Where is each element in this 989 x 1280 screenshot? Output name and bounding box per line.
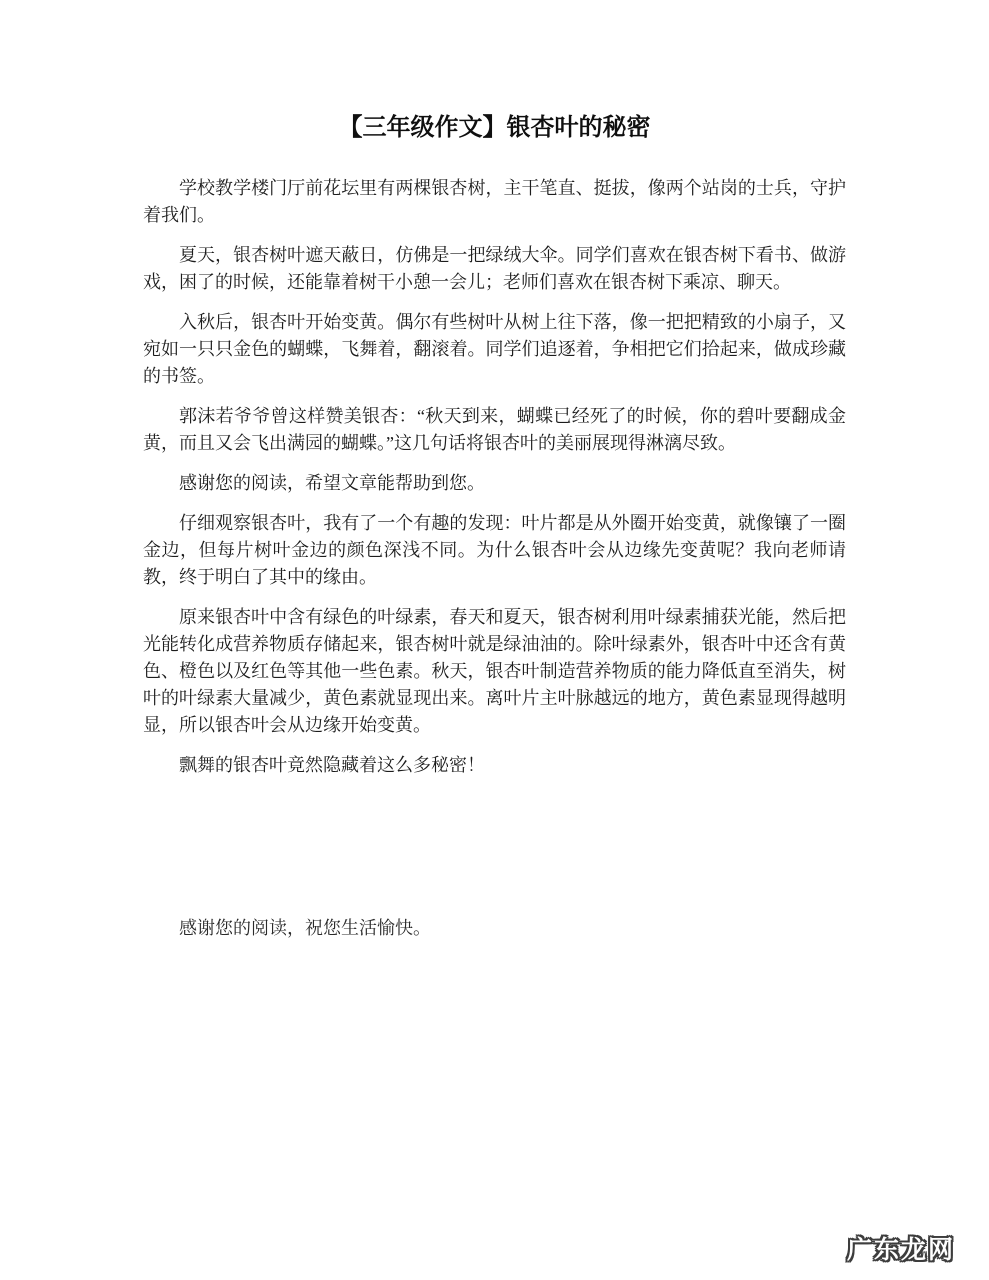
closing-thanks-line: 感谢您的阅读，祝您生活愉快。	[179, 918, 431, 938]
essay-paragraph: 学校教学楼门厅前花坛里有两棵银杏树，主干笔直、挺拔，像两个站岗的士兵，守护着我们。	[143, 178, 846, 225]
reader-thanks-note: 感谢您的阅读，希望文章能帮助到您。	[179, 473, 485, 493]
essay-paragraph: 飘舞的银杏叶竟然隐藏着这么多秘密！	[179, 755, 485, 775]
essay-content	[143, 112, 846, 960]
essay-paragraph: 原来银杏叶中含有绿色的叶绿素，春天和夏天，银杏树利用叶绿素捕获光能，然后把光能转化成营养物质存储起来，银杏树叶就是绿油油的。除叶绿素外，银杏叶中还含有黄色、橙色以及红色等其他一些色素。秋天，银杏叶制造营养物质的能力降低直至消失，树叶的叶绿素大量减少，黄色素就显现出来。离叶片主叶脉越远的地方，黄色素显现得越明显，所以银杏叶会从边缘开始变黄。	[143, 607, 846, 735]
site-watermark: 广东龙网	[846, 1235, 955, 1264]
essay-paragraph: 夏天，银杏树叶遮天蔽日，仿佛是一把绿绒大伞。同学们喜欢在银杏树下看书、做游戏，困了的时候，还能靠着树干小憩一会儿；老师们喜欢在银杏树下乘凉、聊天。	[143, 245, 846, 292]
essay-paragraph: 郭沫若爷爷曾这样赞美银杏：“秋天到来，蝴蝶已经死了的时候，你的碧叶要翻成金黄，而且又会飞出满园的蝴蝶。”这几句话将银杏叶的美丽展现得淋漓尽致。	[143, 406, 846, 453]
essay-paragraph: 入秋后，银杏叶开始变黄。偶尔有些树叶从树上往下落，像一把把精致的小扇子，又宛如一只只金色的蝴蝶，飞舞着，翻滚着。同学们追逐着，争相把它们拾起来，做成珍藏的书签。	[143, 312, 846, 386]
essay-paragraph: 仔细观察银杏叶，我有了一个有趣的发现：叶片都是从外圈开始变黄，就像镶了一圈金边，但每片树叶金边的颜色深浅不同。为什么银杏叶会从边缘先变黄呢？我向老师请教，终于明白了其中的缘由。	[143, 513, 846, 587]
essay-title: 【三年级作文】银杏叶的秘密	[338, 115, 651, 141]
